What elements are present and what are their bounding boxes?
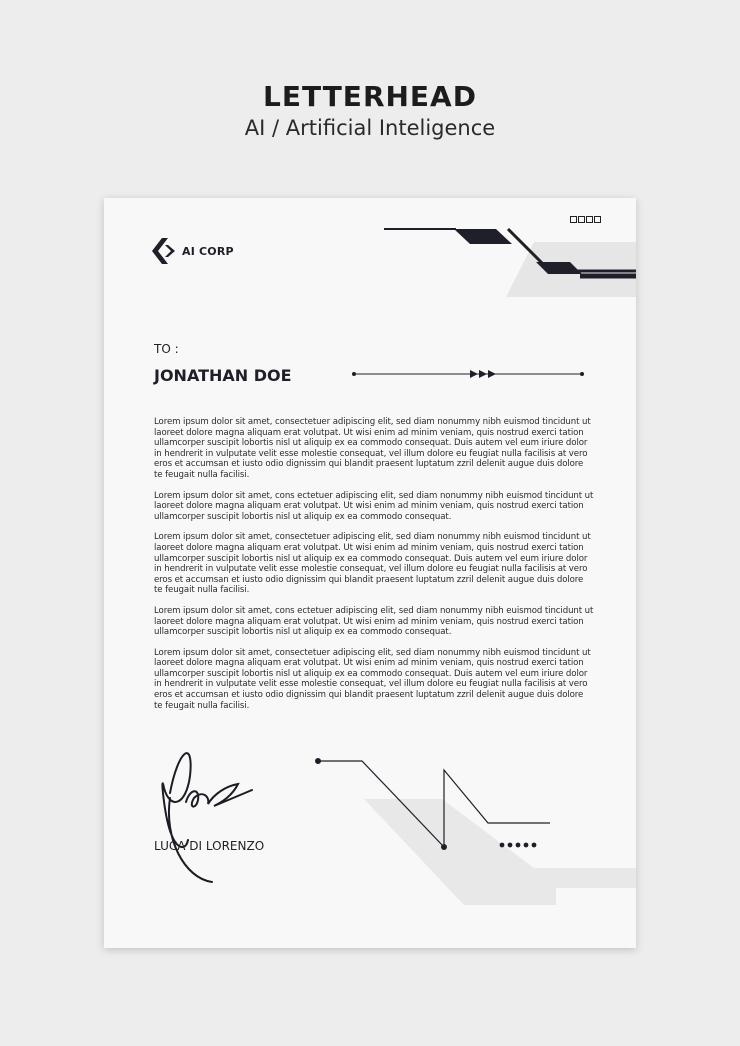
footer-light-band [364, 799, 636, 905]
page-title: LETTERHEAD [263, 80, 477, 113]
company-logo [152, 238, 234, 264]
to-label: TO : [154, 342, 179, 356]
decorative-squares [570, 216, 601, 223]
signature [162, 753, 252, 882]
recipient-name: JONATHAN DOE [154, 366, 292, 385]
paragraph: Lorem ipsum dolor sit amet, consectetuer adipiscing elit, sed diam nonummy nibh euismod tincidunt ut laoreet dolore magna aliquam erat volutpat. Ut wisi enim ad minim veniam, quis nostrud exerci tation ullamcorper suscipit lobortis nisl ut aliquip ex ea commodo consequat. Duis autem vel eum iriure dolor in hendrerit in vulputate velit esse molestie consequat, vel illum dolore eu feugiat nulla facilisis at vero eros et accumsan et iusto odio dignissim qui blandit praesent luptatum zzril delenit augue duis dolore te feugait nulla facilisi. [154, 417, 591, 480]
letterhead-sheet [104, 198, 636, 948]
paragraph: Lorem ipsum dolor sit amet, cons ectetuer adipiscing elit, sed diam nonummy nibh euismod tincidunt ut laoreet dolore magna aliquam erat volutpat. Ut wisi enim ad minim veniam, quis nostrud exerci tation ullamcorper suscipit lobortis nisl ut aliquip ex ea commodo consequat. [154, 605, 594, 638]
letter-body [154, 417, 594, 721]
paragraph: Lorem ipsum dolor sit amet, consectetuer adipiscing elit, sed diam nonummy nibh euismod tincidunt ut laoreet dolore magna aliquam erat volutpat. Ut wisi enim ad minim veniam, quis nostrud exerci tation ullamcorper suscipit lobortis nisl ut aliquip ex ea commodo consequat. Duis autem vel eum iriure dolor in hendrerit in vulputate velit esse molestie consequat, vel illum dolore eu feugiat nulla facilisis at vero eros et accumsan et iusto odio dignissim qui blandit praesent luptatum zzril delenit augue duis dolore te feugait nulla facilisi. [154, 532, 591, 596]
square-1 [570, 216, 577, 223]
page-subtitle: AI / Artificial Inteligence [244, 116, 496, 140]
paragraph: Lorem ipsum dolor sit amet, cons ectetuer adipiscing elit, sed diam nonummy nibh euismod tincidunt ut laoreet dolore magna aliquam erat volutpat. Ut wisi enim ad minim veniam, quis nostrud exerci tation ullamcorper suscipit lobortis nisl ut aliquip ex ea commodo consequat. [154, 490, 594, 522]
header-dark-bar [454, 229, 512, 244]
square-4 [594, 216, 601, 223]
company-name: AI CORP [182, 244, 234, 258]
logo-chevron-icon [152, 238, 176, 264]
square-3 [586, 216, 593, 223]
square-2 [578, 216, 585, 223]
recipient-arrow-line [352, 370, 584, 378]
signer-name: LUCA DI LORENZO [154, 839, 265, 853]
paragraph: Lorem ipsum dolor sit amet, consectetuer adipiscing elit, sed diam nonummy nibh euismod tincidunt ut laoreet dolore magna aliquam erat volutpat. Ut wisi enim ad minim veniam, quis nostrud exerci tation ullamcorper suscipit lobortis nisl ut aliquip ex ea commodo consequat. Duis autem vel eum iriure dolor in hendrerit in vulputate velit esse molestie consequat, vel illum dolore eu feugiat nulla facilisis at vero eros et accumsan et iusto odio dignissim qui blandit praesent luptatum zzril delenit augue duis dolore te feugait nulla facilisi. [154, 647, 591, 711]
